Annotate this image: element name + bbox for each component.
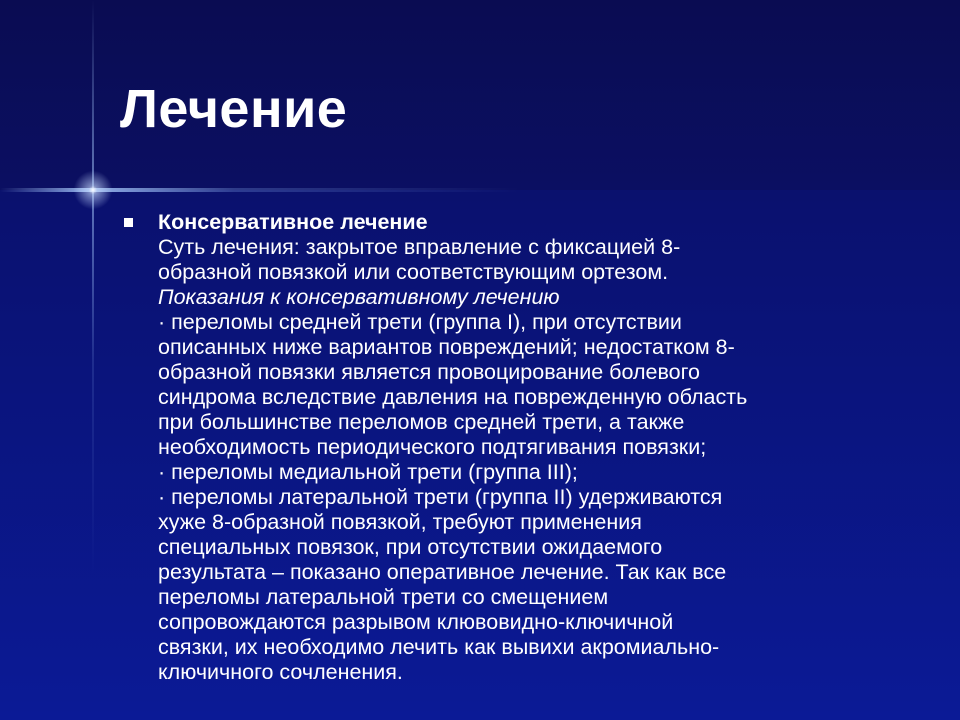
indications-subheading: Показания к консервативному лечению [158,285,560,309]
body-line: · переломы средней трети (группа I), при отсутствии [158,310,682,334]
body-line: при большинстве переломов средней трети, а также [158,410,685,434]
body-line: специальных повязок, при отсутствии ожидаемого [158,535,663,559]
bullet-content [158,210,898,685]
body-line: переломы латеральной трети со смещением [158,585,609,609]
body-line: · переломы медиальной трети (группа III); [158,460,578,484]
body-line: хуже 8-образной повязкой, требуют применения [158,510,642,534]
body-line: необходимость периодического подтягивания повязки; [158,435,707,459]
body-line: описанных ниже вариантов повреждений; недостатком 8- [158,335,735,359]
sparkle-icon [68,165,118,215]
body-line: связки, их необходимо лечить как вывихи акромиально- [158,635,720,659]
section-heading: Консервативное лечение [158,210,428,234]
body-line: ключичного сочленения. [158,660,403,684]
body-line: Суть лечения: закрытое вправление с фиксацией 8- [158,235,681,259]
body-line: синдрома вследствие давления на поврежденную область [158,385,748,409]
body-line: результата – показано оперативное лечение. Так как все [158,560,727,584]
body-line: образной повязки является провоцирование болевого [158,360,700,384]
body-line: образной повязкой или соответствующим ортезом. [158,260,669,284]
slide-title: Лечение [120,79,348,139]
body-line: сопровождаются разрывом клювовидно-ключичной [158,610,674,634]
bullet-square-icon [124,218,133,227]
body-line: · переломы латеральной трети (группа II) удерживаются [158,485,723,509]
vertical-glow-line [92,0,94,720]
